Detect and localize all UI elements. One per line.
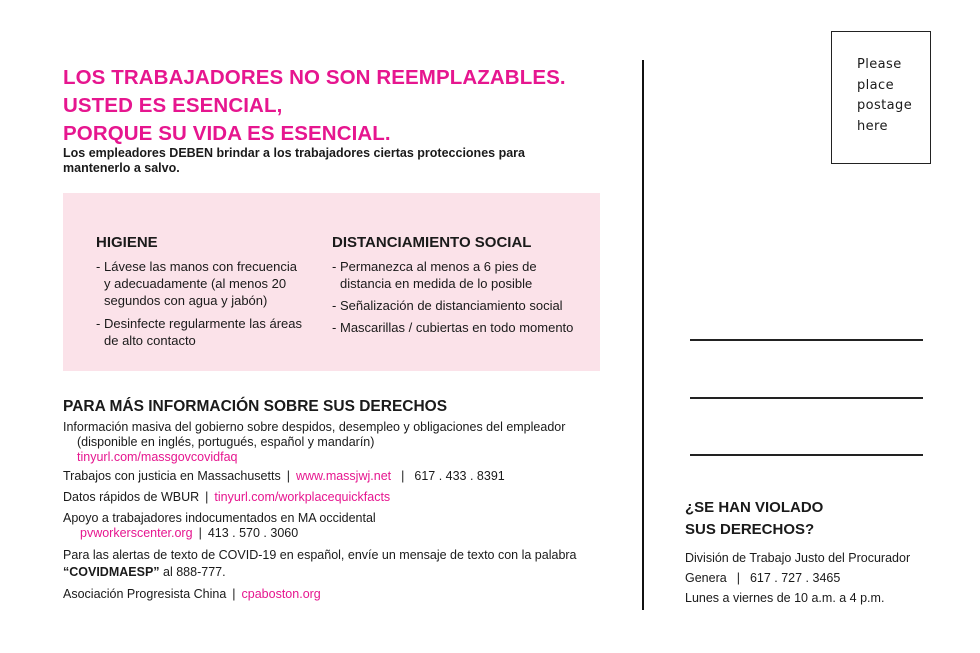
wbur-info: Datos rápidos de WBUR | tinyurl.com/workplacequickfacts: [63, 490, 391, 504]
bullet-dash: -: [96, 259, 101, 274]
pv-link[interactable]: pvworkerscenter.org: [80, 526, 193, 540]
violated-rights-title: ¿SE HAN VIOLADO SUS DERECHOS?: [685, 499, 824, 538]
hygiene-bullet-1: - Lávese las manos con frecuencia y adecuadamente (al menos 20 segundos con agua y jabón): [96, 259, 297, 308]
jwj-phone: 617 . 433 . 8391: [414, 469, 505, 483]
jwj-link[interactable]: www.massjwj.net: [295, 469, 392, 483]
wbur-link[interactable]: tinyurl.com/workplacequickfacts: [214, 490, 391, 504]
bullet-dash: -: [332, 259, 337, 274]
stamp-text: Please place postage here: [857, 57, 913, 134]
protections-box: [63, 193, 600, 371]
attorney-general-contact: División de Trabajo Justo del Procurador Genera | 617 . 727 . 3465 Lunes a viernes de 10 a.m. a 4 p.m.: [685, 548, 910, 608]
bullet-dash: -: [96, 316, 101, 331]
bullet-dash: -: [332, 320, 337, 335]
headline-line-2: USTED ES ESENCIAL,: [63, 94, 283, 117]
hygiene-title: HIGIENE: [96, 234, 158, 251]
jwj-info: Trabajos con justicia en Massachusetts | www.massjwj.net | 617 . 433 . 8391: [63, 469, 505, 483]
distancing-column: [332, 234, 597, 336]
address-line-2: [690, 397, 923, 399]
pv-phone: 413 . 570 . 3060: [207, 526, 299, 540]
address-line-1: [690, 339, 923, 341]
gov-faq-link[interactable]: tinyurl.com/massgovcovidfaq: [77, 450, 238, 464]
distancing-bullet-3: - Mascarillas / cubiertas en todo momento: [332, 320, 574, 335]
headline-line-1: LOS TRABAJADORES NO SON REEMPLAZABLES.: [63, 66, 566, 89]
cpa-info: Asociación Progresista China | cpaboston.org: [63, 587, 321, 601]
stamp-box: [831, 31, 931, 164]
sms-info: Para las alertas de texto de COVID-19 en español, envíe un mensaje de texto con la palabra “COVIDMAESP” al 888-777.: [63, 548, 577, 579]
address-line-3: [690, 454, 923, 456]
gov-info: Información masiva del gobierno sobre despidos, desempleo y obligaciones del empleador (disponible en inglés, portugués, español y mandarín) tinyurl.com/massgovcovidfaq: [63, 420, 566, 464]
subheading: Los empleadores DEBEN brindar a los trabajadores ciertas protecciones para mantenerlo a salvo.: [63, 146, 525, 175]
contact-phone: 617 . 727 . 3465: [749, 571, 841, 585]
headline-line-3: PORQUE SU VIDA ES ESENCIAL.: [63, 122, 391, 145]
hygiene-column: [96, 234, 316, 349]
distancing-bullet-1: - Permanezca al menos a 6 pies de distancia en medida de lo posible: [332, 259, 537, 291]
distancing-title: DISTANCIAMIENTO SOCIAL: [332, 234, 532, 251]
info-section-title: PARA MÁS INFORMACIÓN SOBRE SUS DERECHOS: [63, 398, 448, 415]
office-hours: Lunes a viernes de 10 a.m. a 4 p.m.: [685, 591, 885, 605]
distancing-bullet-2: - Señalización de distanciamiento social: [332, 298, 563, 313]
pv-info: Apoyo a trabajadores indocumentados en MA occidental pvworkerscenter.org | 413 . 570 . 3060: [63, 511, 376, 540]
sms-keyword: “COVIDMAESP”: [63, 565, 160, 579]
headline: [63, 64, 566, 148]
postcard-divider: [642, 60, 644, 610]
cpa-link[interactable]: cpaboston.org: [241, 587, 321, 601]
hygiene-bullet-2: - Desinfecte regularmente las áreas de alto contacto: [96, 316, 302, 348]
bullet-dash: -: [332, 298, 337, 313]
